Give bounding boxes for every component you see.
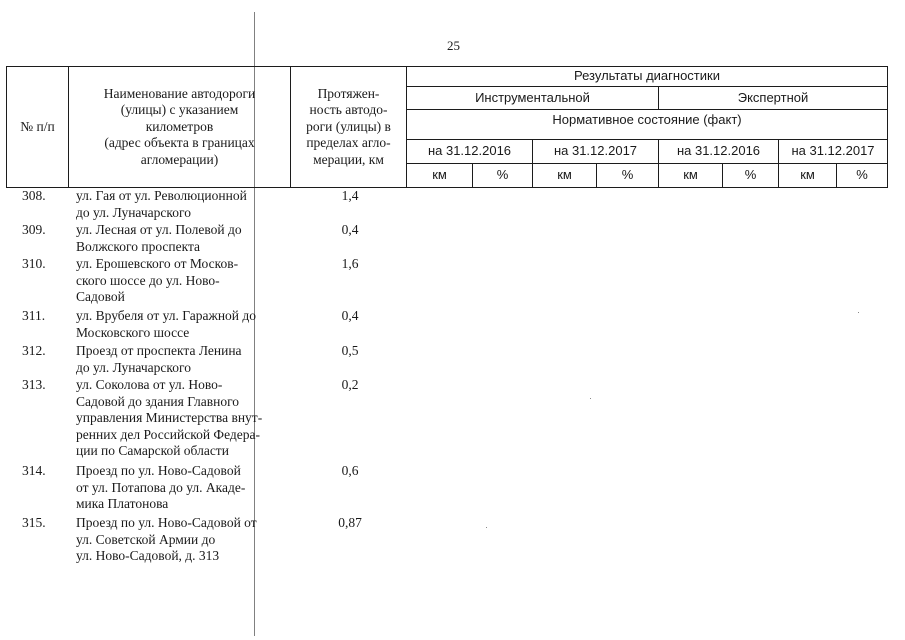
road-name (76, 256, 291, 306)
expert-header: Экспертной (737, 89, 809, 105)
road-name (76, 188, 291, 221)
col-name-header-line: километров (145, 118, 214, 134)
road-length: 0,4 (341, 308, 359, 323)
col-number-header: № п/п (20, 118, 55, 134)
road-name-line: Проезд по ул. Ново-Садовой от (76, 515, 257, 530)
road-name (76, 515, 291, 565)
row-number: 311. (22, 308, 46, 323)
page-number: 25 (447, 38, 460, 53)
road-name-line: Проезд по ул. Ново-Садовой (76, 463, 241, 478)
col-length-header-line: роги (улицы) в (306, 118, 391, 134)
row-number: 313. (22, 377, 46, 392)
road-name-line: ул. Соколова от ул. Ново- (76, 377, 223, 392)
road-name (76, 343, 291, 376)
road-length: 1,6 (341, 256, 359, 271)
road-name-line: ренних дел Российской Федера- (76, 426, 260, 442)
road-length: 1,4 (341, 188, 359, 203)
date-header: на 31.12.2016 (427, 143, 512, 159)
date-header: на 31.12.2017 (791, 143, 875, 159)
road-name-line: ул. Лесная от ул. Полевой до (76, 222, 242, 237)
road-name-line: Проезд от проспекта Ленина (76, 343, 242, 358)
col-name-header (69, 67, 290, 187)
road-name (76, 377, 291, 460)
col-length-header (291, 67, 406, 187)
table-header (0, 66, 888, 188)
road-name-line: Московского шоссе (76, 324, 190, 340)
road-name-line: ул. Гая от ул. Революционной (76, 188, 247, 203)
road-name (76, 463, 291, 513)
unit-header-km: км (557, 167, 572, 183)
road-name-line: от ул. Потапова до ул. Акаде- (76, 479, 246, 495)
row-number: 314. (22, 463, 46, 478)
road-name-line: Садовой до здания Главного (76, 393, 240, 409)
road-length: 0,2 (341, 377, 359, 392)
road-name-line: ул. Ерошевского от Москов- (76, 256, 239, 271)
row-number: 308. (22, 188, 46, 203)
date-header: на 31.12.2016 (676, 143, 761, 159)
scan-speck (590, 398, 591, 399)
row-number: 315. (22, 515, 46, 530)
unit-header-percent: % (621, 167, 634, 183)
row-number: 312. (22, 343, 46, 358)
instrumental-header: Инструментальной (475, 89, 590, 105)
col-length-header-line: ность автодо- (309, 102, 388, 118)
road-length: 0,5 (341, 343, 359, 358)
road-name-line: ции по Самарской области (76, 443, 229, 458)
road-name (76, 308, 291, 341)
road-name-line: мика Платонова (76, 496, 169, 511)
col-name-header-line: (улицы) с указанием (120, 102, 239, 118)
col-length-header-line: Протяжен- (317, 85, 380, 101)
road-length: 0,4 (341, 222, 359, 237)
road-name (76, 222, 291, 255)
road-name-line: Волжского проспекта (76, 238, 201, 254)
road-name-line: управления Министерства внут- (76, 410, 263, 425)
road-length: 0,6 (341, 463, 359, 478)
unit-header-km: км (800, 167, 815, 183)
col-name-header-line: агломерации) (140, 151, 219, 167)
road-name-line: ул. Советской Армии до (76, 531, 216, 547)
col-name-header-line: Наименование автодороги (103, 85, 256, 101)
row-number: 309. (22, 222, 46, 237)
road-name-line: ул. Ново-Садовой, д. 313 (76, 548, 220, 563)
col-name-header-line: (адрес объекта в границах (104, 135, 255, 151)
row-number: 310. (22, 256, 46, 271)
road-name-line: ского шоссе до ул. Ново- (76, 272, 220, 288)
scan-speck (858, 312, 859, 313)
road-name-line: Садовой (76, 289, 125, 304)
road-name-line: до ул. Луначарского (76, 204, 191, 220)
date-header: на 31.12.2017 (553, 143, 638, 159)
road-length: 0,87 (338, 515, 362, 530)
col-length-header-line: пределах агло- (306, 135, 391, 151)
results-header: Результаты диагностики (574, 68, 720, 84)
normative-header: Нормативное состояние (факт) (552, 112, 742, 127)
scan-speck (486, 527, 487, 528)
unit-header-km: км (683, 167, 698, 183)
unit-header-percent: % (496, 167, 509, 183)
unit-header-percent: % (744, 167, 757, 183)
road-name-line: до ул. Луначарского (76, 359, 191, 375)
col-length-header-line: мерации, км (313, 151, 384, 167)
unit-header-km: км (432, 167, 447, 183)
road-name-line: ул. Врубеля от ул. Гаражной до (76, 308, 257, 323)
unit-header-percent: % (856, 167, 868, 183)
